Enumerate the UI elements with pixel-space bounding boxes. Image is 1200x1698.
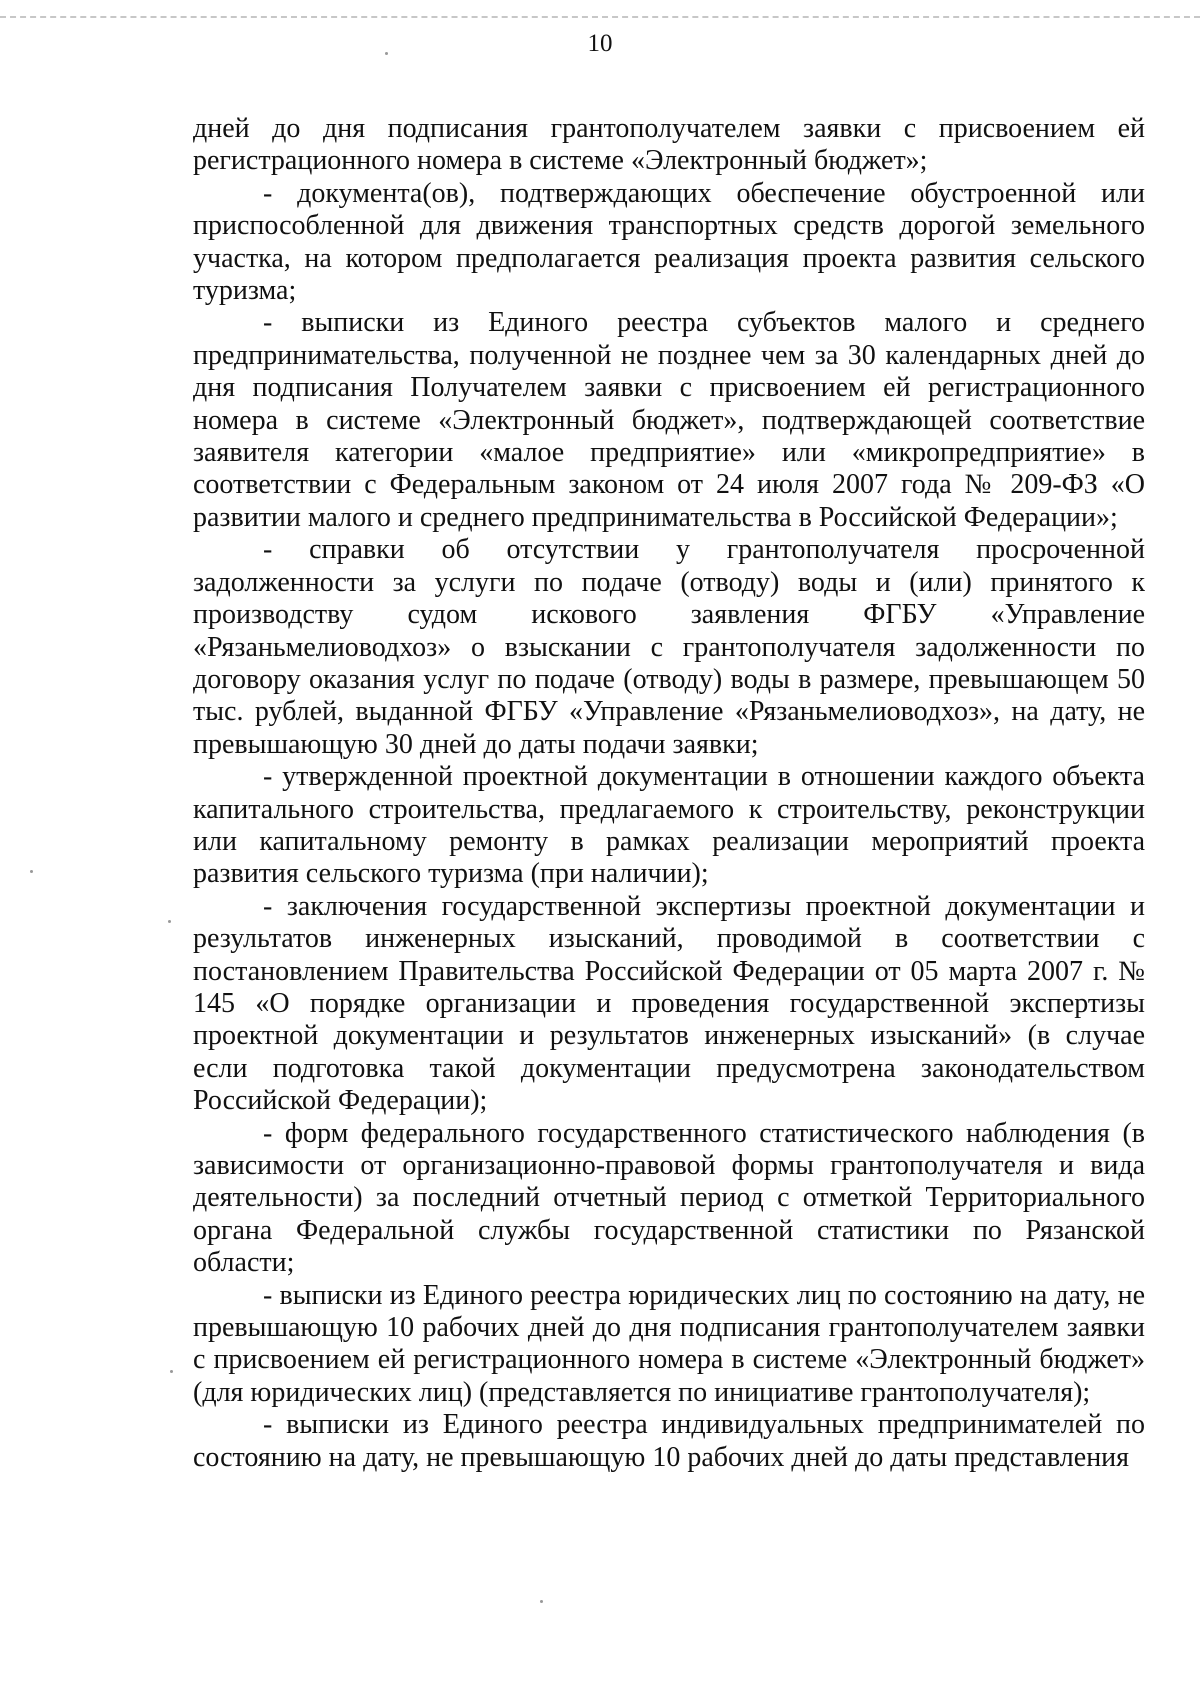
list-item: - справки об отсутствии у грантополучателя просроченной задолженности за услуги по подаче (отводу) воды и (или) принятого к производству судом искового заявления ФГБУ «Управление «Рязаньмелиоводхоз» о взыскании с грантополучателя задолженности по договору оказания услуг по подаче (отводу) воды в размере, превышающем 50 тыс. рублей, выданной ФГБУ «Управление «Рязаньмелиоводхоз», на дату, не превышающую 30 дней до даты подачи заявки; xyxy=(193,534,1145,760)
scan-speck xyxy=(540,1600,543,1603)
list-item: - выписки из Единого реестра субъектов малого и среднего предпринимательства, полученной не позднее чем за 30 календарных дней до дня подписания Получателем заявки с присвоением ей регистрационного номера в системе «Электронный бюджет», подтверждающей соответствие заявителя категории «малое предприятие» или «микропредприятие» в соответствии с Федеральным законом от 24 июля 2007 года № 209-ФЗ «О развитии малого и среднего предпринимательства в Российской Федерации»; xyxy=(193,307,1145,533)
scan-top-edge xyxy=(0,16,1200,18)
list-item: - утвержденной проектной документации в отношении каждого объекта капитального строительства, предлагаемого к строительству, реконструкции или капитальному ремонту в рамках реализации мероприятий проекта развития сельского туризма (при наличии); xyxy=(193,761,1145,890)
scan-speck xyxy=(30,870,33,873)
paragraph: дней до дня подписания грантополучателем заявки с присвоением ей регистрационного номера в системе «Электронный бюджет»; xyxy=(193,113,1145,177)
list-item: - документа(ов), подтверждающих обеспечение обустроенной или приспособленной для движения транспортных средств дорогой земельного участка, на котором предполагается реализация проекта развития сельского туризма; xyxy=(193,177,1145,307)
scan-speck xyxy=(170,1370,173,1373)
list-item: - заключения государственной экспертизы проектной документации и результатов инженерных изысканий, проводимой в соответствии с постановлением Правительства Российской Федерации от 05 марта 2007 г. № 145 «О порядке организации и проведения государственной экспертизы проектной документации и результатов инженерных изысканий» (в случае если подготовка такой документации предусмотрена законодательством Российской Федерации); xyxy=(193,890,1145,1117)
page-number: 10 xyxy=(587,30,613,57)
scan-speck xyxy=(385,52,388,55)
list-item: - выписки из Единого реестра юридических лиц по состоянию на дату, не превышающую 10 рабочих дней до дня подписания грантополучателем заявки с присвоением ей регистрационного номера в системе «Электронный бюджет» (для юридических лиц) (представляется по инициативе грантополучателя); xyxy=(193,1279,1145,1408)
document-body xyxy=(193,113,1145,1474)
scan-speck xyxy=(168,920,171,923)
list-item: - выписки из Единого реестра индивидуальных предпринимателей по состоянию на дату, не превышающую 10 рабочих дней до даты представления xyxy=(193,1409,1145,1473)
list-item: - форм федерального государственного статистического наблюдения (в зависимости от организационно-правовой формы грантополучателя и вида деятельности) за последний отчетный период с отметкой Территориального органа Федеральной службы государственной статистики по Рязанской области; xyxy=(193,1117,1145,1279)
